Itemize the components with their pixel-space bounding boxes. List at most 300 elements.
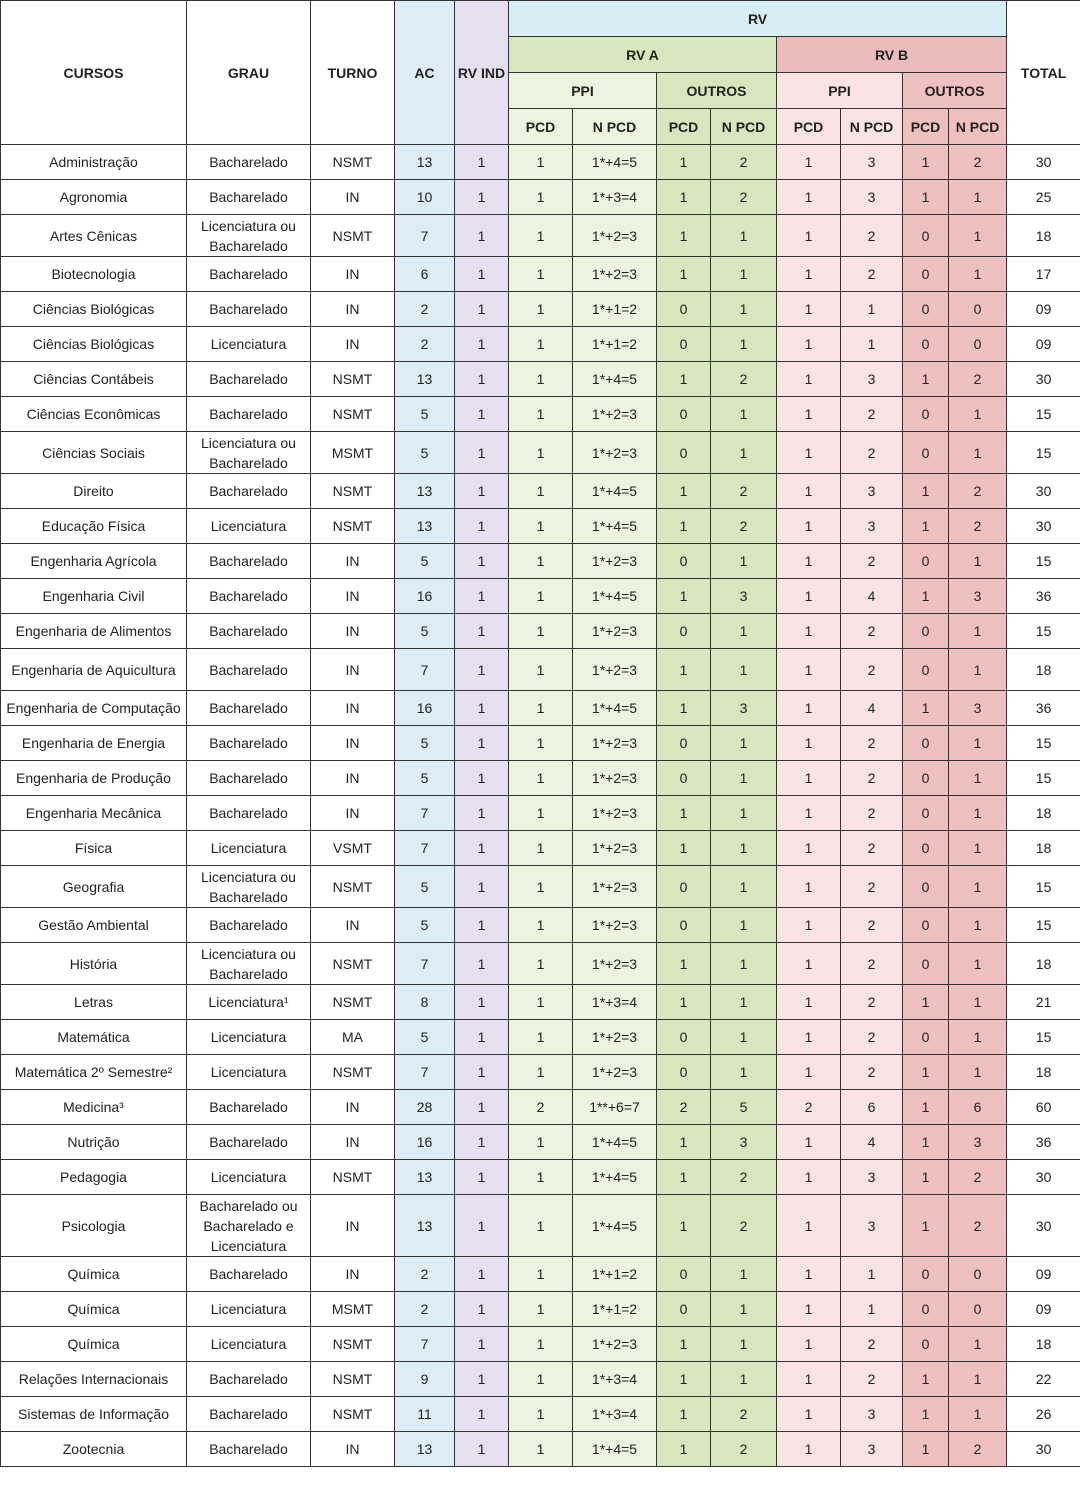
ac-cell: 2 — [395, 1292, 455, 1327]
shift-cell: NSMT — [311, 145, 395, 180]
rv-a-ppi-npcd-cell: 1*+3=4 — [573, 1362, 657, 1397]
rv-ind-cell: 1 — [455, 908, 509, 943]
header-turno: TURNO — [311, 1, 395, 145]
rv-a-ppi-pcd-cell: 1 — [509, 726, 573, 761]
degree-cell: Bacharelado — [187, 796, 311, 831]
ac-cell: 6 — [395, 257, 455, 292]
rv-a-outros-pcd-cell: 1 — [657, 474, 711, 509]
ac-cell: 13 — [395, 1160, 455, 1195]
degree-cell: Bacharelado — [187, 1257, 311, 1292]
course-name: Engenharia de Aquicultura — [1, 649, 187, 691]
course-name: Ciências Biológicas — [1, 292, 187, 327]
rv-b-outros-pcd-cell: 0 — [903, 1327, 949, 1362]
rv-b-outros-pcd-cell: 0 — [903, 796, 949, 831]
rv-a-ppi-pcd-cell: 1 — [509, 1055, 573, 1090]
total-cell: 30 — [1007, 145, 1080, 180]
rv-a-ppi-pcd-cell: 1 — [509, 362, 573, 397]
degree-cell: Bacharelado — [187, 544, 311, 579]
rv-a-ppi-pcd-cell: 1 — [509, 579, 573, 614]
total-cell: 15 — [1007, 908, 1080, 943]
header-ac: AC — [395, 1, 455, 145]
course-name: Engenharia de Energia — [1, 726, 187, 761]
total-cell: 15 — [1007, 761, 1080, 796]
shift-cell: NSMT — [311, 985, 395, 1020]
rv-a-outros-pcd-cell: 2 — [657, 1090, 711, 1125]
rv-a-ppi-pcd-cell: 1 — [509, 614, 573, 649]
degree-cell: Licenciatura — [187, 1327, 311, 1362]
course-name: Administração — [1, 145, 187, 180]
rv-a-outros-pcd-cell: 1 — [657, 1327, 711, 1362]
rv-b-outros-npcd-cell: 1 — [949, 215, 1007, 257]
rv-ind-cell: 1 — [455, 726, 509, 761]
rv-ind-cell: 1 — [455, 1090, 509, 1125]
degree-cell: Bacharelado — [187, 761, 311, 796]
degree-cell: Licenciatura¹ — [187, 985, 311, 1020]
rv-a-outros-npcd-cell: 1 — [711, 796, 777, 831]
rv-a-outros-npcd-cell: 2 — [711, 1432, 777, 1467]
course-name: Geografia — [1, 866, 187, 908]
rv-b-outros-npcd-cell: 3 — [949, 579, 1007, 614]
rv-ind-cell: 1 — [455, 544, 509, 579]
degree-cell: Bacharelado — [187, 691, 311, 726]
rv-a-ppi-pcd-cell: 1 — [509, 1362, 573, 1397]
rv-a-outros-npcd-cell: 1 — [711, 1292, 777, 1327]
rv-a-outros-npcd-cell: 1 — [711, 432, 777, 474]
degree-cell: Licenciatura — [187, 1055, 311, 1090]
course-name: Zootecnia — [1, 1432, 187, 1467]
rv-b-ppi-pcd-cell: 1 — [777, 215, 841, 257]
shift-cell: IN — [311, 292, 395, 327]
rv-a-outros-npcd-cell: 1 — [711, 908, 777, 943]
table-row — [1, 1125, 1080, 1160]
rv-a-ppi-npcd-cell: 1*+2=3 — [573, 649, 657, 691]
table-row — [1, 691, 1080, 726]
rv-ind-cell: 1 — [455, 1432, 509, 1467]
rv-b-outros-pcd-cell: 0 — [903, 432, 949, 474]
rv-b-outros-pcd-cell: 0 — [903, 614, 949, 649]
course-name: Biotecnologia — [1, 257, 187, 292]
rv-b-outros-npcd-cell: 2 — [949, 1195, 1007, 1257]
course-name: Engenharia de Computação — [1, 691, 187, 726]
rv-a-ppi-pcd-cell: 1 — [509, 1432, 573, 1467]
table-row — [1, 1397, 1080, 1432]
shift-cell: IN — [311, 649, 395, 691]
rv-a-outros-pcd-cell: 1 — [657, 943, 711, 985]
rv-a-ppi-npcd-cell: 1*+2=3 — [573, 544, 657, 579]
total-cell: 15 — [1007, 544, 1080, 579]
course-name: Ciências Biológicas — [1, 327, 187, 362]
rv-a-outros-npcd-cell: 1 — [711, 985, 777, 1020]
rv-b-ppi-npcd-cell: 2 — [841, 796, 903, 831]
rv-a-ppi-pcd-cell: 1 — [509, 180, 573, 215]
rv-b-ppi-pcd-cell: 1 — [777, 1257, 841, 1292]
table-row — [1, 509, 1080, 544]
rv-b-outros-npcd-cell: 1 — [949, 1055, 1007, 1090]
rv-b-outros-npcd-cell: 0 — [949, 327, 1007, 362]
degree-cell: Bacharelado — [187, 1397, 311, 1432]
ac-cell: 11 — [395, 1397, 455, 1432]
total-cell: 30 — [1007, 474, 1080, 509]
degree-cell: Licenciatura ou Bacharelado — [187, 432, 311, 474]
course-name: Medicina³ — [1, 1090, 187, 1125]
header-rv-a-ppi: PPI — [509, 73, 657, 109]
shift-cell: IN — [311, 544, 395, 579]
course-name: Psicologia — [1, 1195, 187, 1257]
rv-a-outros-pcd-cell: 0 — [657, 726, 711, 761]
course-name: Ciências Econômicas — [1, 397, 187, 432]
rv-b-ppi-npcd-cell: 2 — [841, 1327, 903, 1362]
header-rv-b: RV B — [777, 37, 1007, 73]
rv-a-outros-pcd-cell: 1 — [657, 1432, 711, 1467]
ac-cell: 5 — [395, 908, 455, 943]
rv-b-outros-npcd-cell: 2 — [949, 1432, 1007, 1467]
rv-a-outros-npcd-cell: 5 — [711, 1090, 777, 1125]
rv-a-ppi-npcd-cell: 1*+4=5 — [573, 474, 657, 509]
total-cell: 09 — [1007, 1292, 1080, 1327]
rv-b-outros-pcd-cell: 1 — [903, 1160, 949, 1195]
rv-a-outros-pcd-cell: 0 — [657, 432, 711, 474]
rv-b-outros-pcd-cell: 1 — [903, 1397, 949, 1432]
rv-b-ppi-pcd-cell: 1 — [777, 866, 841, 908]
rv-a-ppi-pcd-cell: 1 — [509, 1292, 573, 1327]
rv-a-outros-npcd-cell: 1 — [711, 1020, 777, 1055]
rv-b-outros-npcd-cell: 3 — [949, 691, 1007, 726]
total-cell: 30 — [1007, 362, 1080, 397]
rv-a-outros-npcd-cell: 3 — [711, 579, 777, 614]
degree-cell: Bacharelado — [187, 649, 311, 691]
rv-a-outros-npcd-cell: 1 — [711, 726, 777, 761]
rv-a-ppi-npcd-cell: 1*+4=5 — [573, 1125, 657, 1160]
degree-cell: Licenciatura — [187, 831, 311, 866]
header-cursos: CURSOS — [1, 1, 187, 145]
ac-cell: 7 — [395, 1055, 455, 1090]
rv-b-outros-npcd-cell: 6 — [949, 1090, 1007, 1125]
course-name: Agronomia — [1, 180, 187, 215]
rv-b-outros-npcd-cell: 0 — [949, 1257, 1007, 1292]
rv-a-outros-npcd-cell: 1 — [711, 215, 777, 257]
rv-b-outros-pcd-cell: 1 — [903, 579, 949, 614]
rv-a-outros-npcd-cell: 1 — [711, 831, 777, 866]
rv-a-ppi-pcd-cell: 1 — [509, 1397, 573, 1432]
total-cell: 15 — [1007, 614, 1080, 649]
rv-ind-cell: 1 — [455, 474, 509, 509]
rv-b-ppi-pcd-cell: 1 — [777, 796, 841, 831]
rv-b-ppi-pcd-cell: 1 — [777, 1397, 841, 1432]
rv-b-ppi-npcd-cell: 3 — [841, 474, 903, 509]
table-row — [1, 432, 1080, 474]
rv-a-outros-npcd-cell: 1 — [711, 1362, 777, 1397]
table-body — [1, 145, 1080, 1467]
rv-ind-cell: 1 — [455, 614, 509, 649]
rv-a-ppi-npcd-cell: 1*+2=3 — [573, 831, 657, 866]
rv-b-ppi-pcd-cell: 2 — [777, 1090, 841, 1125]
rv-b-outros-npcd-cell: 1 — [949, 796, 1007, 831]
shift-cell: IN — [311, 691, 395, 726]
table-row — [1, 1362, 1080, 1397]
rv-b-ppi-npcd-cell: 2 — [841, 726, 903, 761]
rv-a-ppi-pcd-cell: 1 — [509, 943, 573, 985]
degree-cell: Bacharelado — [187, 1125, 311, 1160]
ac-cell: 2 — [395, 327, 455, 362]
rv-a-outros-npcd-cell: 2 — [711, 180, 777, 215]
rv-ind-cell: 1 — [455, 292, 509, 327]
rv-b-ppi-npcd-cell: 2 — [841, 544, 903, 579]
rv-a-ppi-pcd-cell: 1 — [509, 292, 573, 327]
course-name: Direito — [1, 474, 187, 509]
shift-cell: IN — [311, 1432, 395, 1467]
rv-b-ppi-npcd-cell: 2 — [841, 908, 903, 943]
rv-ind-cell: 1 — [455, 180, 509, 215]
rv-a-outros-pcd-cell: 1 — [657, 215, 711, 257]
rv-a-outros-pcd-cell: 1 — [657, 985, 711, 1020]
rv-a-outros-npcd-cell: 2 — [711, 509, 777, 544]
ac-cell: 5 — [395, 1020, 455, 1055]
rv-b-ppi-pcd-cell: 1 — [777, 1125, 841, 1160]
rv-b-ppi-npcd-cell: 2 — [841, 397, 903, 432]
rv-ind-cell: 1 — [455, 1055, 509, 1090]
rv-ind-cell: 1 — [455, 1160, 509, 1195]
course-name: Gestão Ambiental — [1, 908, 187, 943]
course-name: Relações Internacionais — [1, 1362, 187, 1397]
shift-cell: NSMT — [311, 1160, 395, 1195]
shift-cell: NSMT — [311, 509, 395, 544]
rv-b-ppi-pcd-cell: 1 — [777, 726, 841, 761]
rv-a-ppi-npcd-cell: 1*+4=5 — [573, 1160, 657, 1195]
rv-ind-cell: 1 — [455, 943, 509, 985]
degree-cell: Bacharelado — [187, 1090, 311, 1125]
total-cell: 36 — [1007, 1125, 1080, 1160]
rv-b-ppi-pcd-cell: 1 — [777, 362, 841, 397]
rv-a-ppi-pcd-cell: 1 — [509, 509, 573, 544]
table-row — [1, 985, 1080, 1020]
table-row — [1, 215, 1080, 257]
total-cell: 18 — [1007, 215, 1080, 257]
rv-a-ppi-pcd-cell: 1 — [509, 985, 573, 1020]
rv-b-outros-npcd-cell: 2 — [949, 1160, 1007, 1195]
degree-cell: Licenciatura — [187, 1160, 311, 1195]
total-cell: 09 — [1007, 327, 1080, 362]
rv-b-outros-npcd-cell: 1 — [949, 544, 1007, 579]
rv-a-ppi-npcd-cell: 1*+2=3 — [573, 397, 657, 432]
ac-cell: 13 — [395, 362, 455, 397]
rv-b-outros-pcd-cell: 1 — [903, 1090, 949, 1125]
degree-cell: Bacharelado — [187, 579, 311, 614]
total-cell: 18 — [1007, 796, 1080, 831]
rv-b-outros-pcd-cell: 1 — [903, 1125, 949, 1160]
total-cell: 15 — [1007, 1020, 1080, 1055]
degree-cell: Bacharelado — [187, 257, 311, 292]
rv-b-ppi-pcd-cell: 1 — [777, 327, 841, 362]
total-cell: 15 — [1007, 397, 1080, 432]
rv-ind-cell: 1 — [455, 257, 509, 292]
ac-cell: 8 — [395, 985, 455, 1020]
rv-a-outros-npcd-cell: 2 — [711, 1160, 777, 1195]
rv-b-ppi-pcd-cell: 1 — [777, 1327, 841, 1362]
rv-a-outros-npcd-cell: 1 — [711, 614, 777, 649]
rv-b-ppi-pcd-cell: 1 — [777, 1362, 841, 1397]
degree-cell: Licenciatura — [187, 509, 311, 544]
rv-b-ppi-pcd-cell: 1 — [777, 432, 841, 474]
total-cell: 22 — [1007, 1362, 1080, 1397]
table-row — [1, 180, 1080, 215]
rv-a-ppi-pcd-cell: 1 — [509, 432, 573, 474]
rv-a-ppi-pcd-cell: 1 — [509, 831, 573, 866]
rv-b-ppi-npcd-cell: 1 — [841, 327, 903, 362]
total-cell: 18 — [1007, 943, 1080, 985]
rv-ind-cell: 1 — [455, 1195, 509, 1257]
rv-b-outros-pcd-cell: 0 — [903, 215, 949, 257]
rv-ind-cell: 1 — [455, 327, 509, 362]
table-row — [1, 145, 1080, 180]
degree-cell: Bacharelado — [187, 180, 311, 215]
total-cell: 26 — [1007, 1397, 1080, 1432]
rv-b-ppi-pcd-cell: 1 — [777, 908, 841, 943]
rv-b-ppi-pcd-cell: 1 — [777, 544, 841, 579]
total-cell: 21 — [1007, 985, 1080, 1020]
ac-cell: 7 — [395, 215, 455, 257]
rv-a-ppi-npcd-cell: 1**+6=7 — [573, 1090, 657, 1125]
degree-cell: Bacharelado — [187, 292, 311, 327]
rv-b-outros-npcd-cell: 1 — [949, 180, 1007, 215]
rv-b-ppi-npcd-cell: 3 — [841, 145, 903, 180]
rv-a-ppi-pcd-cell: 1 — [509, 215, 573, 257]
shift-cell: IN — [311, 579, 395, 614]
table-row — [1, 292, 1080, 327]
rv-a-ppi-npcd-cell: 1*+2=3 — [573, 257, 657, 292]
rv-b-ppi-pcd-cell: 1 — [777, 257, 841, 292]
rv-b-outros-npcd-cell: 1 — [949, 943, 1007, 985]
rv-b-ppi-npcd-cell: 2 — [841, 943, 903, 985]
header-rv: RV — [509, 1, 1007, 37]
rv-b-ppi-pcd-cell: 1 — [777, 614, 841, 649]
rv-b-ppi-pcd-cell: 1 — [777, 761, 841, 796]
total-cell: 30 — [1007, 1432, 1080, 1467]
table-row — [1, 1292, 1080, 1327]
rv-b-outros-npcd-cell: 1 — [949, 1362, 1007, 1397]
rv-a-ppi-npcd-cell: 1*+2=3 — [573, 1055, 657, 1090]
degree-cell: Bacharelado — [187, 362, 311, 397]
degree-cell: Bacharelado — [187, 1362, 311, 1397]
rv-a-ppi-npcd-cell: 1*+2=3 — [573, 866, 657, 908]
rv-b-outros-pcd-cell: 0 — [903, 292, 949, 327]
rv-a-ppi-npcd-cell: 1*+2=3 — [573, 908, 657, 943]
ac-cell: 16 — [395, 579, 455, 614]
ac-cell: 7 — [395, 649, 455, 691]
rv-b-ppi-npcd-cell: 1 — [841, 1257, 903, 1292]
ac-cell: 28 — [395, 1090, 455, 1125]
rv-ind-cell: 1 — [455, 1020, 509, 1055]
ac-cell: 5 — [395, 614, 455, 649]
ac-cell: 13 — [395, 145, 455, 180]
degree-cell: Bacharelado — [187, 397, 311, 432]
rv-b-outros-npcd-cell: 1 — [949, 1397, 1007, 1432]
rv-b-ppi-npcd-cell: 2 — [841, 761, 903, 796]
rv-ind-cell: 1 — [455, 1292, 509, 1327]
degree-cell: Bacharelado — [187, 1432, 311, 1467]
total-cell: 15 — [1007, 726, 1080, 761]
rv-a-outros-pcd-cell: 0 — [657, 908, 711, 943]
rv-a-outros-npcd-cell: 1 — [711, 866, 777, 908]
rv-b-outros-pcd-cell: 1 — [903, 509, 949, 544]
rv-b-ppi-npcd-cell: 2 — [841, 1362, 903, 1397]
ac-cell: 13 — [395, 509, 455, 544]
degree-cell: Licenciatura — [187, 327, 311, 362]
rv-a-outros-npcd-cell: 1 — [711, 544, 777, 579]
ac-cell: 5 — [395, 397, 455, 432]
degree-cell: Bacharelado — [187, 145, 311, 180]
rv-b-outros-npcd-cell: 1 — [949, 908, 1007, 943]
table-row — [1, 796, 1080, 831]
header-rv-b-ppi-npcd: N PCD — [841, 109, 903, 145]
rv-b-ppi-npcd-cell: 3 — [841, 180, 903, 215]
rv-a-ppi-pcd-cell: 1 — [509, 1327, 573, 1362]
shift-cell: NSMT — [311, 215, 395, 257]
course-name: Ciências Contábeis — [1, 362, 187, 397]
total-cell: 18 — [1007, 649, 1080, 691]
degree-cell: Bacharelado ou Bacharelado e Licenciatura — [187, 1195, 311, 1257]
course-name: Química — [1, 1257, 187, 1292]
rv-b-ppi-npcd-cell: 3 — [841, 1432, 903, 1467]
rv-a-ppi-pcd-cell: 1 — [509, 544, 573, 579]
ac-cell: 16 — [395, 1125, 455, 1160]
rv-b-ppi-npcd-cell: 2 — [841, 614, 903, 649]
rv-b-outros-npcd-cell: 1 — [949, 866, 1007, 908]
rv-b-ppi-pcd-cell: 1 — [777, 985, 841, 1020]
rv-b-ppi-pcd-cell: 1 — [777, 1195, 841, 1257]
header-rv-b-outros: OUTROS — [903, 73, 1007, 109]
course-name: Engenharia de Alimentos — [1, 614, 187, 649]
shift-cell: IN — [311, 257, 395, 292]
header-rv-b-ppi: PPI — [777, 73, 903, 109]
table-row — [1, 1020, 1080, 1055]
rv-b-ppi-npcd-cell: 3 — [841, 1195, 903, 1257]
rv-ind-cell: 1 — [455, 796, 509, 831]
rv-ind-cell: 1 — [455, 1257, 509, 1292]
rv-a-ppi-npcd-cell: 1*+2=3 — [573, 761, 657, 796]
course-name: Engenharia Agrícola — [1, 544, 187, 579]
rv-a-ppi-pcd-cell: 1 — [509, 145, 573, 180]
rv-ind-cell: 1 — [455, 866, 509, 908]
rv-b-outros-pcd-cell: 0 — [903, 327, 949, 362]
rv-a-outros-pcd-cell: 1 — [657, 649, 711, 691]
header-rv-b-outros-pcd: PCD — [903, 109, 949, 145]
total-cell: 18 — [1007, 1055, 1080, 1090]
rv-a-outros-pcd-cell: 1 — [657, 1160, 711, 1195]
rv-a-ppi-pcd-cell: 2 — [509, 1090, 573, 1125]
total-cell: 36 — [1007, 691, 1080, 726]
rv-a-outros-npcd-cell: 2 — [711, 362, 777, 397]
total-cell: 17 — [1007, 257, 1080, 292]
rv-a-outros-pcd-cell: 1 — [657, 691, 711, 726]
rv-a-outros-npcd-cell: 2 — [711, 145, 777, 180]
rv-b-outros-pcd-cell: 0 — [903, 761, 949, 796]
rv-b-outros-npcd-cell: 1 — [949, 257, 1007, 292]
rv-ind-cell: 1 — [455, 761, 509, 796]
rv-ind-cell: 1 — [455, 509, 509, 544]
shift-cell: IN — [311, 1195, 395, 1257]
rv-ind-cell: 1 — [455, 1125, 509, 1160]
rv-b-ppi-npcd-cell: 2 — [841, 831, 903, 866]
degree-cell: Bacharelado — [187, 614, 311, 649]
rv-a-outros-pcd-cell: 1 — [657, 1195, 711, 1257]
rv-b-outros-pcd-cell: 0 — [903, 908, 949, 943]
rv-b-outros-npcd-cell: 2 — [949, 474, 1007, 509]
rv-a-ppi-npcd-cell: 1*+3=4 — [573, 1397, 657, 1432]
rv-b-outros-npcd-cell: 0 — [949, 1292, 1007, 1327]
rv-a-ppi-pcd-cell: 1 — [509, 257, 573, 292]
rv-b-ppi-npcd-cell: 6 — [841, 1090, 903, 1125]
rv-b-ppi-npcd-cell: 2 — [841, 985, 903, 1020]
